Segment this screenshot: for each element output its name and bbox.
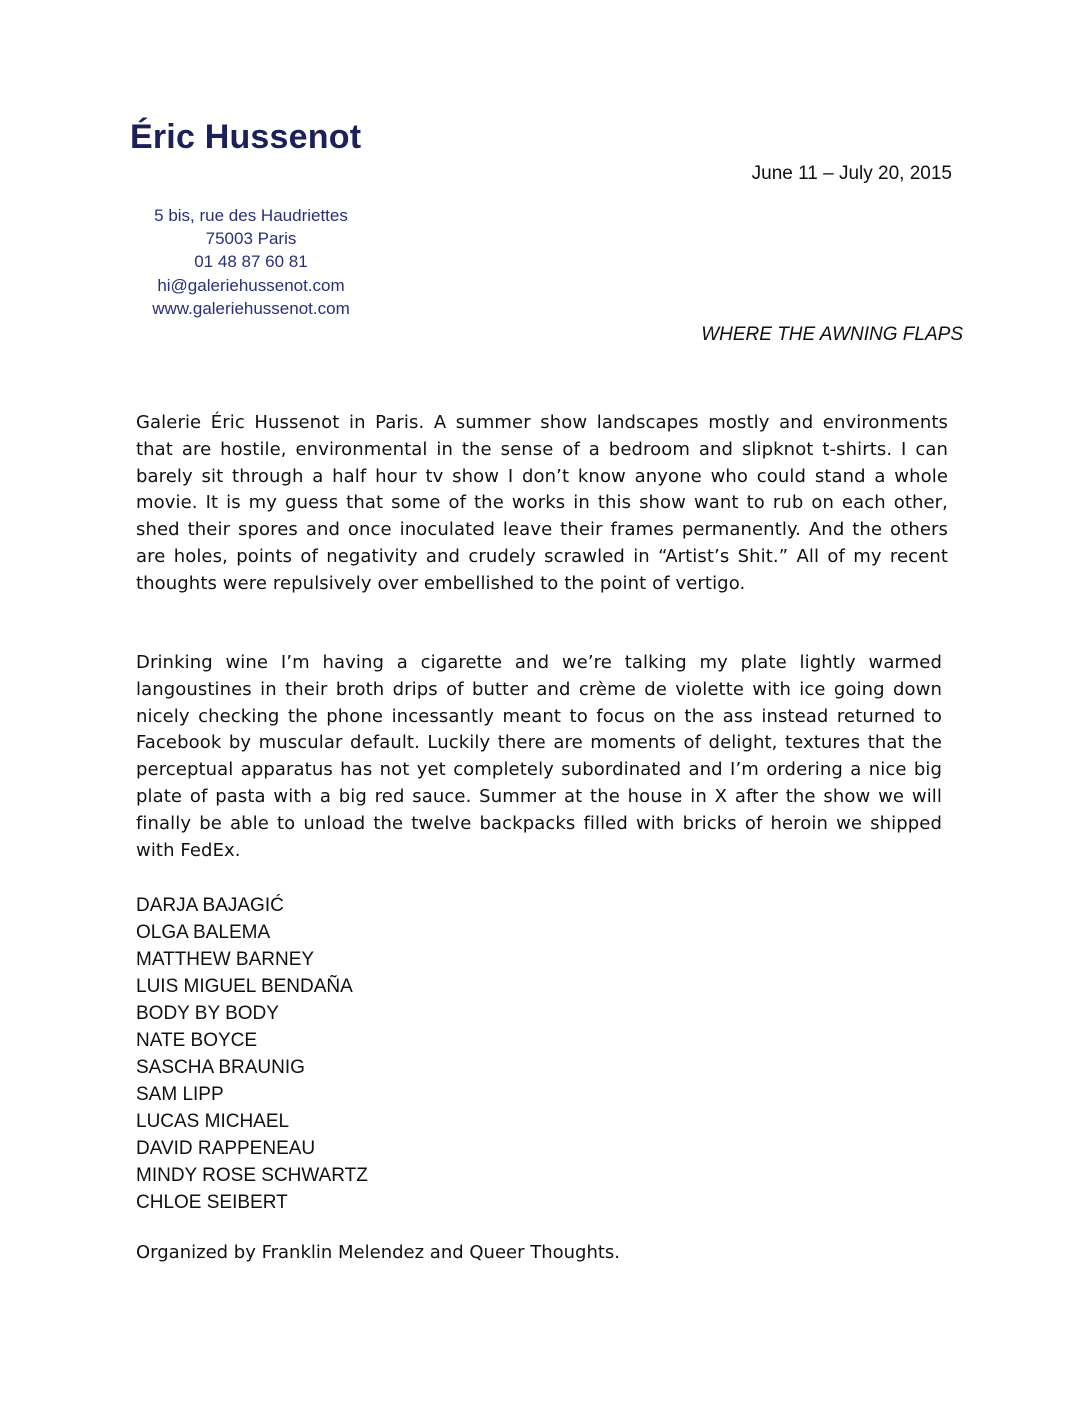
artist-name: DARJA BAJAGIĆ xyxy=(136,895,284,916)
artist-name: SAM LIPP xyxy=(136,1084,224,1105)
address-phone: 01 48 87 60 81 xyxy=(194,252,308,272)
artist-name: MATTHEW BARNEY xyxy=(136,949,315,970)
exhibition-dates: June 11 – July 20, 2015 xyxy=(751,163,952,184)
body-paragraph: Drinking wine I’m having a cigarette and we’re talking my plate lightly warmed langoustines in their broth drips of butter and crème de violette with ice going down nicely checking the phone incessantly meant to focus on the ass instead returned to Facebook by muscular default. Luckily there are moments of delight, textures that the perceptual apparatus has not yet completely subordinated and I’m ordering a nice big plate of pasta with a big red sauce. Summer at the house in X after the show we will finally be able to unload the twelve backpacks filled with bricks of heroin we shipped with FedEx. xyxy=(136,652,942,861)
artist-list xyxy=(136,892,368,1216)
artist-name: NATE BOYCE xyxy=(136,1030,258,1051)
artist-name: LUCAS MICHAEL xyxy=(136,1111,290,1132)
address-email[interactable]: hi@galeriehussenot.com xyxy=(157,275,345,295)
address-street: 5 bis, rue des Haudriettes xyxy=(154,206,348,225)
address-website[interactable]: www.galeriehussenot.com xyxy=(152,298,350,318)
artist-name: CHLOE SEIBERT xyxy=(136,1192,288,1213)
address-city: 75003 Paris xyxy=(205,229,297,249)
artist-name: OLGA BALEMA xyxy=(136,922,271,943)
organizers-credit: Organized by Franklin Melendez and Queer Thoughts. xyxy=(136,1242,621,1263)
artist-name: BODY BY BODY xyxy=(136,1003,279,1024)
body-paragraph: Galerie Éric Hussenot in Paris. A summer show landscapes mostly and environments that are hostile, environmental in the sense of a bedroom and slipknot t-shirts. I can barely sit through a half hour tv show I don’t know anyone who could stand a whole movie. It is my guess that some of the works in this show want to rub on each other, shed their spores and once inoculated leave their frames permanently. And the others are holes, points of negativity and crudely scrawled in “Artist’s Shit.” All of my recent thoughts were repulsively over embellished to the point of vertigo. xyxy=(136,412,948,594)
artist-name: LUIS MIGUEL BENDAÑA xyxy=(136,976,353,997)
artist-name: DAVID RAPPENEAU xyxy=(136,1138,316,1159)
gallery-logo: Éric Hussenot xyxy=(130,118,362,156)
gallery-address xyxy=(120,204,382,320)
artist-name: MINDY ROSE SCHWARTZ xyxy=(136,1165,368,1186)
exhibition-title: WHERE THE AWNING FLAPS xyxy=(701,324,963,345)
artist-name: SASCHA BRAUNIG xyxy=(136,1057,305,1078)
